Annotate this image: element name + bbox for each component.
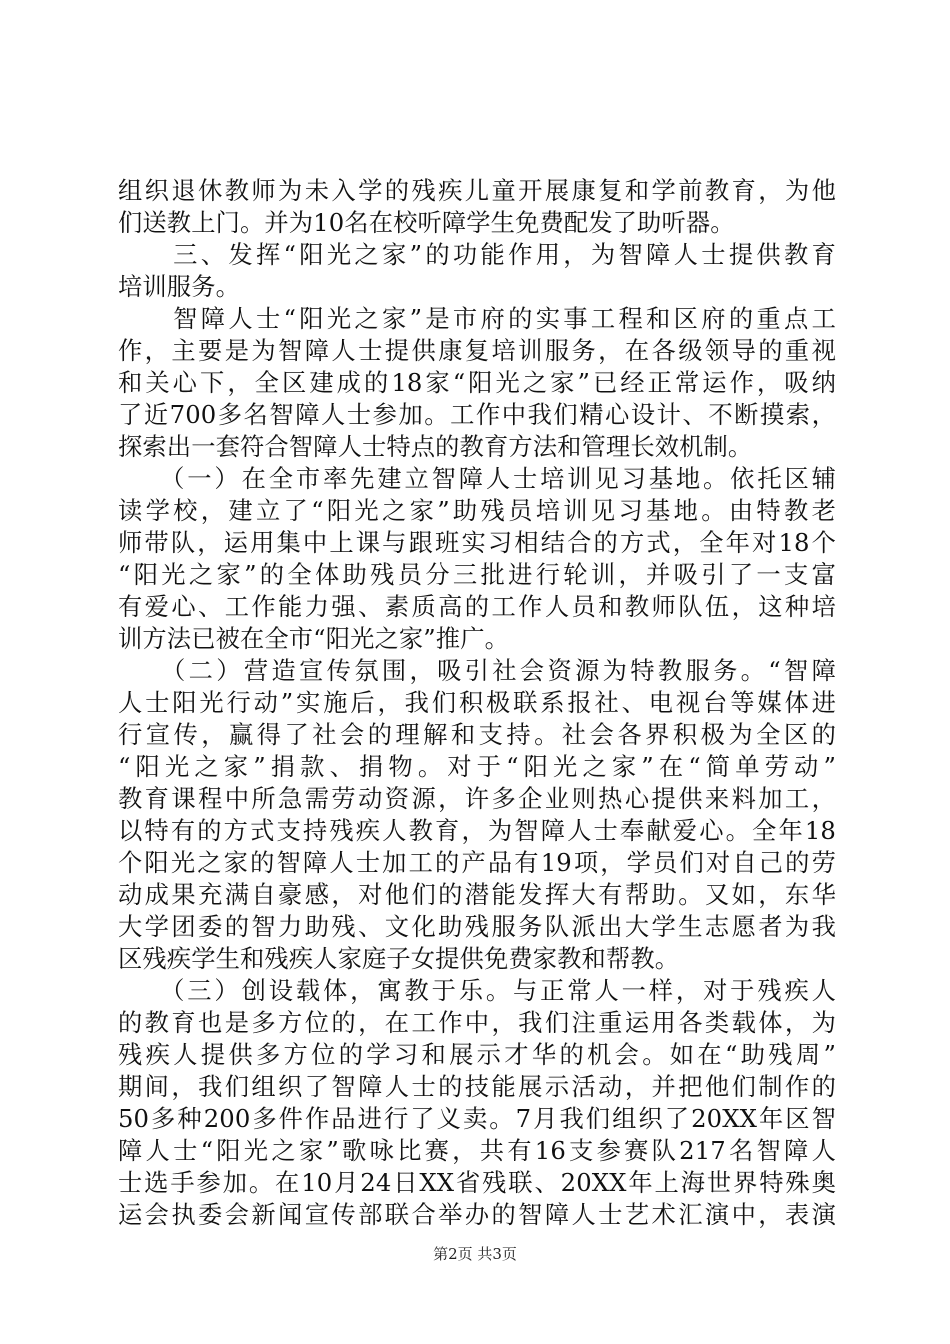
text-line: 和关心下，全区建成的18家“阳光之家”已经正常运作，吸纳 bbox=[118, 368, 836, 397]
text-line: 们送教上门。并为10名在校听障学生免费配发了助听器。 bbox=[118, 208, 735, 237]
page-number-footer: 第2页 共3页 bbox=[433, 1245, 517, 1263]
text-line: （一）在全市率先建立智障人士培训见习基地。依托区辅 bbox=[118, 464, 836, 493]
text-line: 师带队，运用集中上课与跟班实习相结合的方式，全年对18个 bbox=[118, 528, 836, 557]
text-line: （三）创设载体，寓教于乐。与正常人一样，对于残疾人 bbox=[118, 976, 836, 1005]
text-line: 行宣传，赢得了社会的理解和支持。社会各界积极为全区的 bbox=[118, 720, 836, 749]
text-line: 士选手参加。在10月24日XX省残联、20XX年上海世界特殊奥 bbox=[118, 1168, 836, 1197]
text-line: “阳光之家”的全体助残员分三批进行轮训，并吸引了一支富 bbox=[118, 560, 836, 589]
text-line: 残疾人提供多方位的学习和展示才华的机会。如在“助残周” bbox=[118, 1040, 836, 1069]
text-line: 了近700多名智障人士参加。工作中我们精心设计、不断摸索， bbox=[118, 400, 836, 429]
text-line: 组织退休教师为未入学的残疾儿童开展康复和学前教育，为他 bbox=[118, 176, 836, 205]
text-line: “阳光之家”捐款、捐物。对于“阳光之家”在“简单劳动” bbox=[118, 752, 836, 781]
text-line: 以特有的方式支持残疾人教育，为智障人士奉献爱心。全年18 bbox=[118, 816, 836, 845]
text-line: 读学校，建立了“阳光之家”助残员培训见习基地。由特教老 bbox=[118, 496, 836, 525]
text-line: 作，主要是为智障人士提供康复培训服务，在各级领导的重视 bbox=[118, 336, 836, 365]
text-line: 人士阳光行动”实施后，我们积极联系报社、电视台等媒体进 bbox=[118, 688, 836, 717]
text-line: 区残疾学生和残疾人家庭子女提供免费家教和帮教。 bbox=[118, 944, 680, 973]
text-line: 探索出一套符合智障人士特点的教育方法和管理长效机制。 bbox=[118, 432, 753, 461]
text-line: （二）营造宣传氛围，吸引社会资源为特教服务。“智障 bbox=[118, 656, 836, 685]
text-line: 运会执委会新闻宣传部联合举办的智障人士艺术汇演中，表演 bbox=[118, 1200, 836, 1229]
text-line: 动成果充满自豪感，对他们的潜能发挥大有帮助。又如，东华 bbox=[118, 880, 836, 909]
text-line: 期间，我们组织了智障人士的技能展示活动，并把他们制作的 bbox=[118, 1072, 836, 1101]
text-line: 训方法已被在全市“阳光之家”推广。 bbox=[118, 624, 509, 653]
text-line: 智障人士“阳光之家”是市府的实事工程和区府的重点工 bbox=[118, 304, 836, 333]
text-line: 教育课程中所急需劳动资源，许多企业则热心提供来料加工， bbox=[118, 784, 836, 813]
text-line: 个阳光之家的智障人士加工的产品有19项，学员们对自己的劳 bbox=[118, 848, 836, 877]
text-line: 障人士“阳光之家”歌咏比赛，共有16支参赛队217名智障人 bbox=[118, 1136, 836, 1165]
section-heading-line: 培训服务。 bbox=[118, 272, 240, 301]
section-heading-line: 三、发挥“阳光之家”的功能作用，为智障人士提供教育 bbox=[118, 240, 836, 269]
text-line: 大学团委的智力助残、文化助残服务队派出大学生志愿者为我 bbox=[118, 912, 836, 941]
text-line: 有爱心、工作能力强、素质高的工作人员和教师队伍，这种培 bbox=[118, 592, 836, 621]
text-line: 的教育也是多方位的，在工作中，我们注重运用各类载体，为 bbox=[118, 1008, 836, 1037]
text-line: 50多种200多件作品进行了义卖。7月我们组织了20XX年区智 bbox=[118, 1104, 836, 1133]
